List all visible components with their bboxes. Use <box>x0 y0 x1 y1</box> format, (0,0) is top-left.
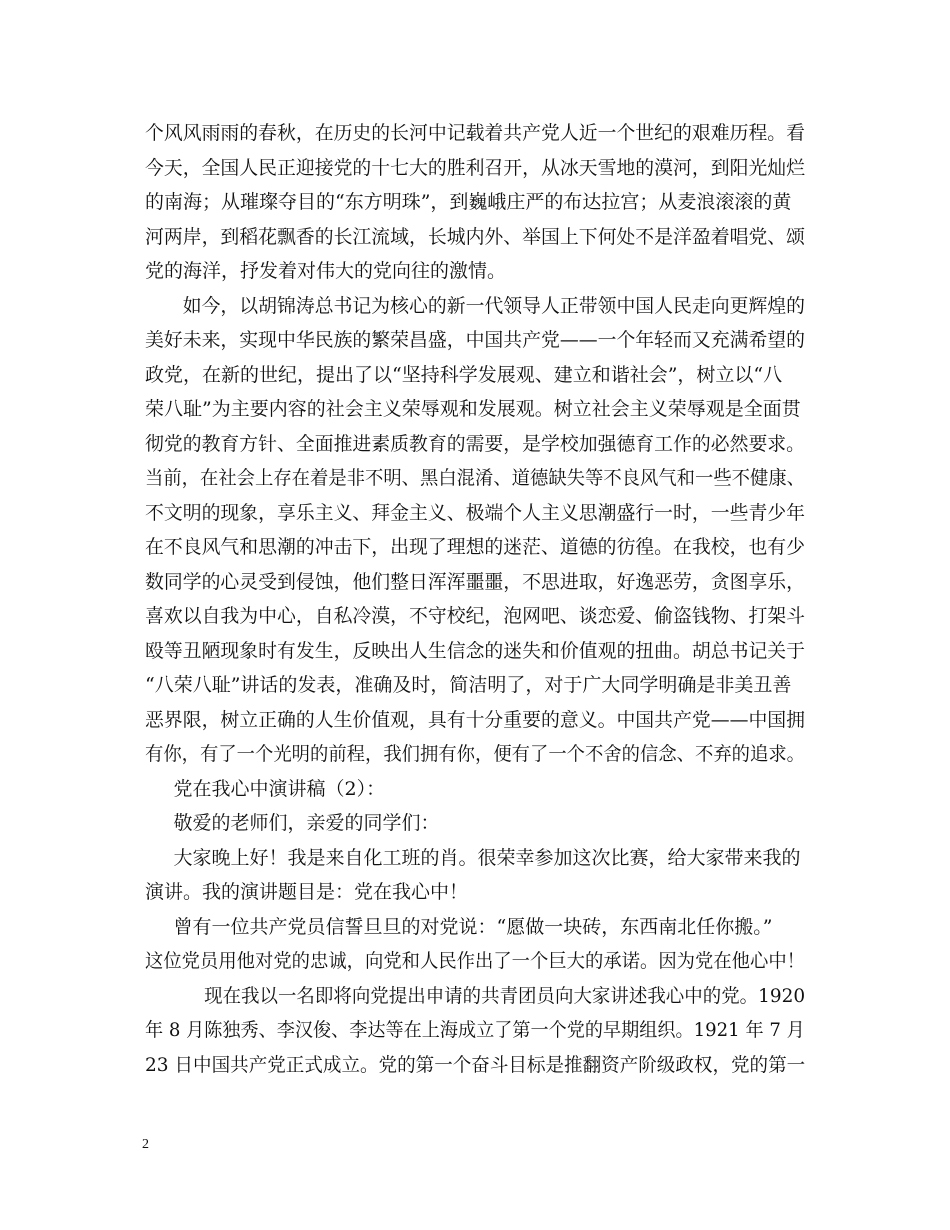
text-line: 大家晚上好！我是来自化工班的肖。很荣幸参加这次比赛，给大家带来我的 <box>173 846 801 869</box>
text-line: 敬爱的老师们，亲爱的同学们： <box>173 812 440 834</box>
text-line: 23 日中国共产党正式成立。党的第一个奋斗目标是推翻资产阶级政权，党的第一 <box>145 1053 806 1076</box>
text-line: 彻党的教育方针、全面推进素质教育的需要，是学校加强德育工作的必然要求。 <box>145 432 806 455</box>
text-line: 数同学的心灵受到侵蚀，他们整日浑浑噩噩，不思进取，好逸恶劳，贪图享乐， <box>145 570 806 593</box>
text-line: 现在我以一名即将向党提出申请的共青团员向大家讲述我心中的党。1920 <box>204 984 806 1007</box>
text-line: 喜欢以自我为中心，自私冷漠，不守校纪，泡网吧、谈恋爱、偷盗钱物、打架斗 <box>145 605 806 627</box>
text-line: 河两岸，到稻花飘香的长江流域，长城内外、举国上下何处不是洋盈着唱党、颂 <box>145 225 806 248</box>
text-line: 当前，在社会上存在着是非不明、黑白混淆、道德缺失等不良风气和一些不健康、 <box>145 467 806 489</box>
text-line: 个风风雨雨的春秋，在历史的长河中记载着共产党人近一个世纪的艰难历程。看 <box>145 122 806 144</box>
page-number: 2 <box>142 1137 149 1152</box>
text-line: 有你，有了一个光明的前程，我们拥有你，便有了一个不舍的信念、不弃的追求。 <box>145 743 806 765</box>
text-line: 在不良风气和思潮的冲击下，出现了理想的迷茫、道德的彷徨。在我校，也有少 <box>145 536 806 558</box>
text-line: 政党，在新的世纪，提出了以“坚持科学发展观、建立和谐社会”，树立以“八 <box>145 363 783 386</box>
text-line: 曾有一位共产党员信誓旦旦的对党说：“愿做一块砖，东西南北任你搬。” <box>173 915 773 938</box>
text-line: 不文明的现象，享乐主义、拜金主义、极端个人主义思潮盛行一时，一些青少年 <box>145 501 806 524</box>
text-line: 荣八耻”为主要内容的社会主义荣辱观和发展观。树立社会主义荣辱观是全面贯 <box>145 398 801 420</box>
text-line: 美好未来，实现中华民族的繁荣昌盛，中国共产党——一个年轻而又充满希望的 <box>145 329 806 351</box>
body-text <box>145 116 805 1082</box>
text-line: 这位党员用他对党的忠诚，向党和人民作出了一个巨大的承诺。因为党在他心中！ <box>145 950 806 972</box>
text-line: 恶界限，树立正确的人生价值观，具有十分重要的意义。中国共产党——中国拥 <box>145 708 806 731</box>
text-line: 年 8 月陈独秀、李汉俊、李达等在上海成立了第一个党的早期组织。1921 年 7 月 <box>145 1019 805 1041</box>
text-line: 演讲。我的演讲题目是：党在我心中！ <box>145 881 469 903</box>
text-line: 党的海洋，抒发着对伟大的党向往的激情。 <box>145 260 507 282</box>
text-line: 殴等丑陋现象时有发生，反映出人生信念的迷失和价值观的扭曲。胡总书记关于 <box>145 639 806 662</box>
text-line: “八荣八耻”讲话的发表，准确及时，简洁明了，对于广大同学明确是非美丑善 <box>145 674 792 696</box>
text-line: 如今，以胡锦涛总书记为核心的新一代领导人正带领中国人民走向更辉煌的 <box>182 294 806 317</box>
text-line: 党在我心中演讲稿（2）： <box>173 777 386 800</box>
text-line: 的南海；从璀璨夺目的“东方明珠”，到巍峨庄严的布达拉宫；从麦浪滚滚的黄 <box>145 191 792 213</box>
text-line: 今天，全国人民正迎接党的十七大的胜利召开，从冰天雪地的漠河，到阳光灿烂 <box>145 156 806 179</box>
